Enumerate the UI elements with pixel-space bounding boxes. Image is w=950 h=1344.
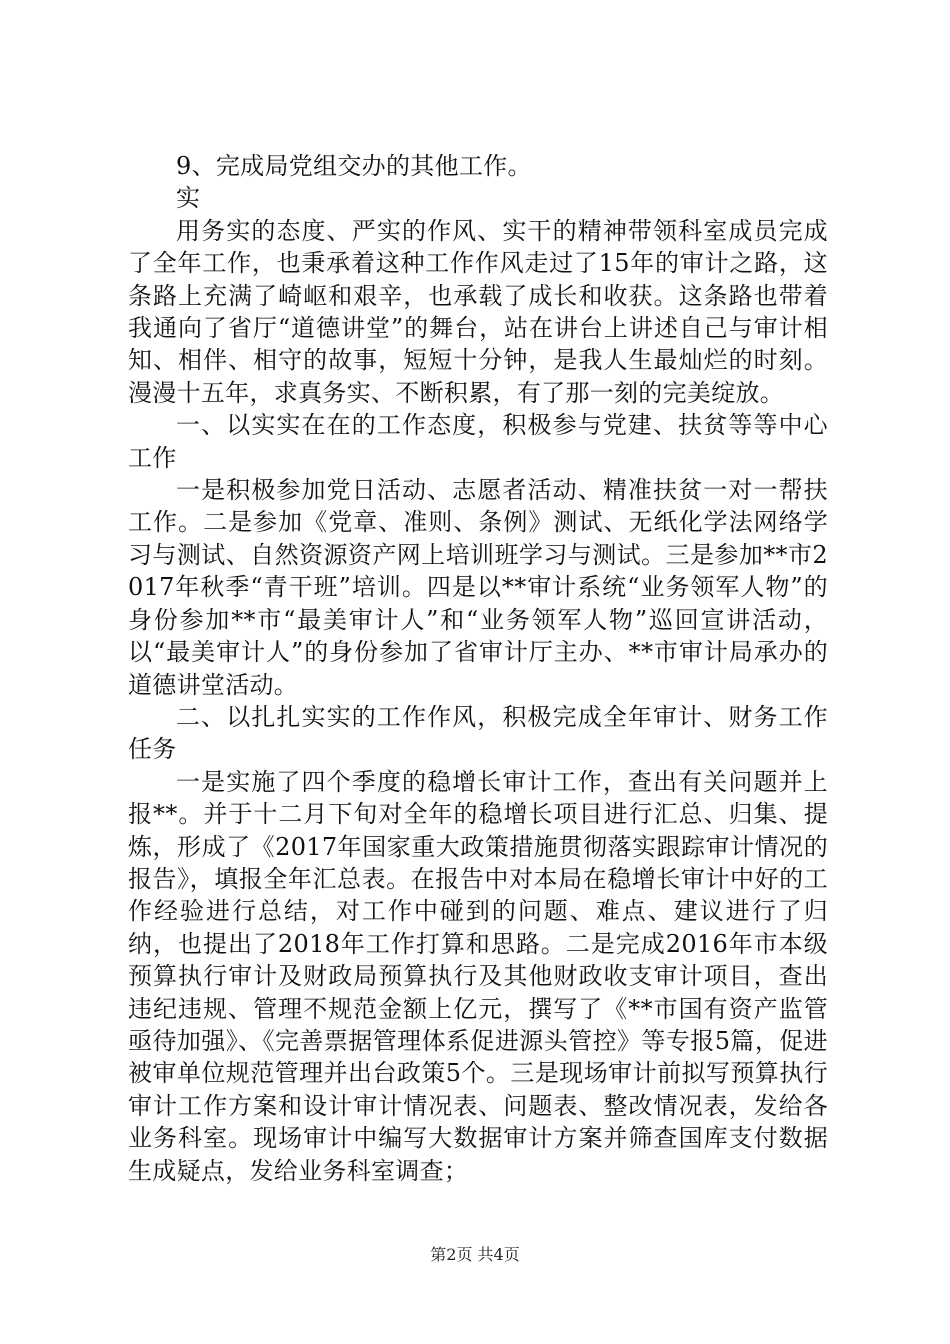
section-heading-1: 一、以实实在在的工作态度，积极参与党建、扶贫等等中心工作	[128, 411, 828, 472]
paragraph-section-1: 一是积极参加党日活动、志愿者活动、精准扶贫一对一帮扶工作。二是参加《党章、准则、条例》测试、无纸化学法网络学习与测试、自然资源资产网上培训班学习与测试。三是参加**市2017年秋季“青干班”培训。四是以**审计系统“业务领军人物”的身份参加**市“最美审计人”和“业务领军人物”巡回宣讲活动，以“最美审计人”的身份参加了省审计厅主办、**市审计局承办的道德讲堂活动。	[128, 476, 828, 699]
section-heading-2: 二、以扎扎实实的工作作风，积极完成全年审计、财务工作任务	[128, 702, 828, 764]
paragraph-item-9: 9、完成局党组交办的其他工作。	[176, 152, 532, 180]
paragraph-section-2: 一是实施了四个季度的稳增长审计工作，查出有关问题并上报**。并于十二月下旬对全年的稳增长项目进行汇总、归集、提炼，形成了《2017年国家重大政策措施贯彻落实跟踪审计情况的报告》，填报全年汇总表。在报告中对本局在稳增长审计中好的工作经验进行总结，对工作中碰到的问题、难点、建议进行了归纳，也提出了2018年工作打算和思路。二是完成2016年市本级预算执行审计及财政局预算执行及其他财政收支审计项目，查出违纪违规、管理不规范金额上亿元，撰写了《**市国有资产监管亟待加强》、《完善票据管理体系促进源头管控》等专报5篇，促进被审单位规范管理并出台政策5个。三是现场审计前拟写预算执行审计工作方案和设计审计情况表、问题表、整改情况表，发给各业务科室。现场审计中编写大数据审计方案并筛查国库支付数据生成疑点，发给业务科室调查；	[128, 767, 828, 1185]
paragraph-intro: 用务实的态度、严实的作风、实干的精神带领科室成员完成了全年工作，也秉承着这种工作作风走过了15年的审计之路，这条路上充满了崎岖和艰辛，也承载了成长和收获。这条路也带着我通向了省厅“道德讲堂”的舞台，站在讲台上讲述自己与审计相知、相伴、相守的故事，短短十分钟，是我人生最灿烂的时刻。漫漫十五年，求真务实、不断积累，有了那一刻的完美绽放。	[128, 216, 828, 407]
document-body	[128, 150, 828, 1187]
paragraph-fragment-shi: 实	[176, 184, 201, 213]
page-number-footer: 第2页 共4页	[430, 1245, 520, 1264]
